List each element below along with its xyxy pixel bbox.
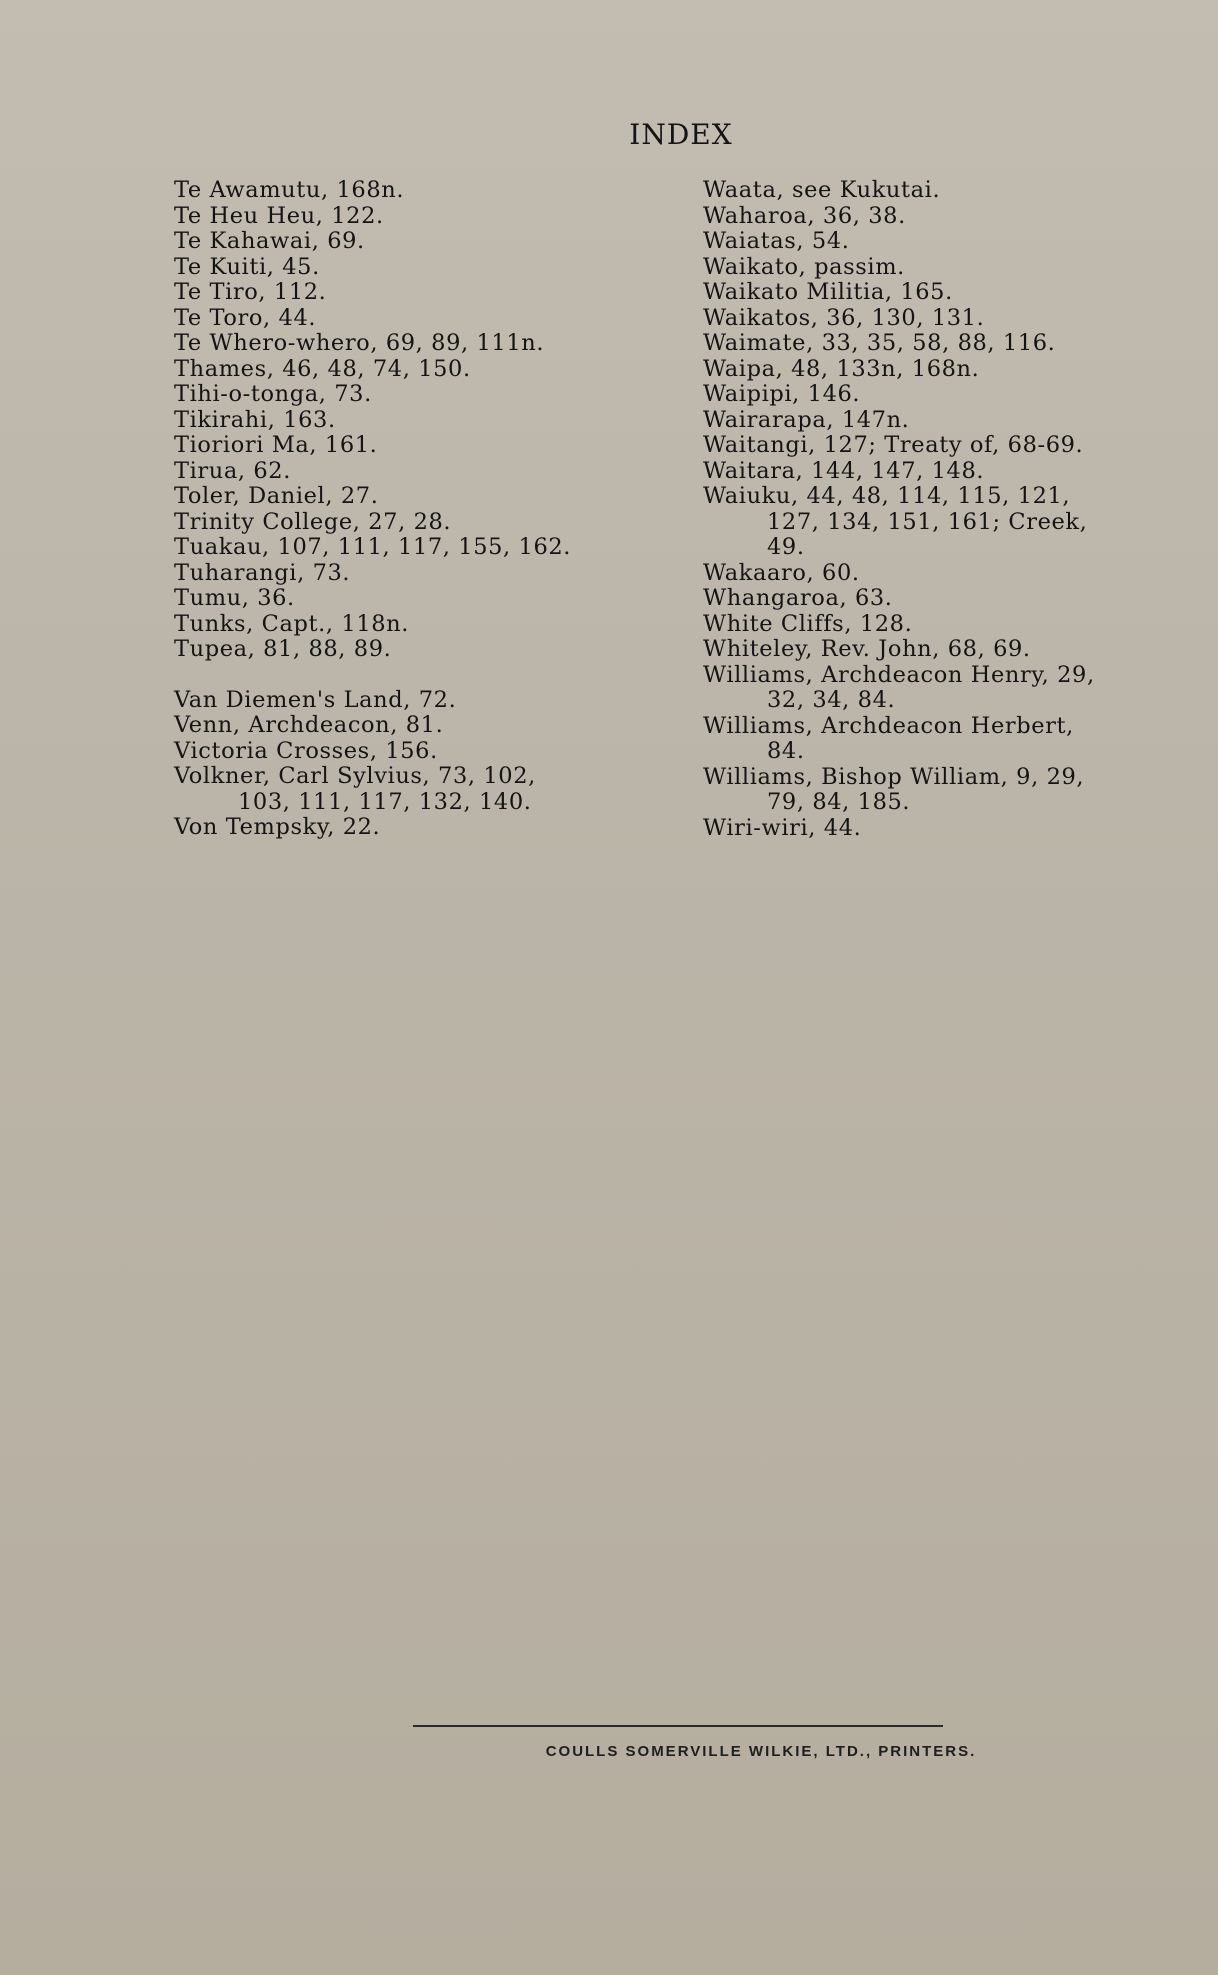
index-entry-line: Whiteley, Rev. John, 68, 69. <box>703 636 1031 662</box>
index-entry-line: Venn, Archdeacon, 81. <box>174 712 444 738</box>
index-entry-line: Wakaaro, 60. <box>703 559 860 586</box>
index-entry <box>703 714 1179 765</box>
index-entry <box>703 586 1179 612</box>
index-entry <box>703 663 1179 714</box>
index-entry <box>174 764 659 815</box>
index-entry-line: Te Toro, 44. <box>174 304 317 331</box>
index-entry <box>703 331 1179 357</box>
index-entry-line: Victoria Crosses, 156. <box>174 737 438 764</box>
index-entry-line: Tupea, 81, 88, 89. <box>174 636 392 662</box>
index-entry <box>174 612 659 638</box>
index-column-left <box>174 178 659 841</box>
index-entry-line: Tirua, 62. <box>174 457 291 484</box>
index-entry-line: Wiri-wiri, 44. <box>703 814 862 841</box>
index-entry <box>703 204 1179 230</box>
index-entry-line: Tikirahi, 163. <box>174 406 336 433</box>
index-entry-line: Te Whero-whero, 69, 89, 111n. <box>174 330 545 356</box>
index-entry <box>174 433 659 459</box>
index-entry-continuation: 32, 34, 84. <box>767 687 896 713</box>
index-entry <box>174 178 659 204</box>
index-entry <box>703 612 1179 638</box>
index-entry <box>174 535 659 561</box>
index-entry-line: Te Kuiti, 45. <box>174 253 320 280</box>
index-entry-line: Waiuku, 44, 48, 114, 115, 121, <box>703 483 1071 509</box>
index-entry-line: Waipipi, 146. <box>703 381 861 407</box>
index-entry-line: Te Awamutu, 168n. <box>174 177 405 203</box>
index-entry <box>174 204 659 230</box>
index-entry-continuation: 127, 134, 151, 161; Creek, <box>767 508 1088 535</box>
index-entry-line: Waata, see Kukutai. <box>703 177 941 203</box>
index-entry <box>703 433 1179 459</box>
index-entry <box>174 306 659 332</box>
index-entry <box>703 816 1179 842</box>
index-entry-line: Toler, Daniel, 27. <box>174 483 379 509</box>
index-entry-line: Van Diemen's Land, 72. <box>174 686 457 713</box>
index-entry-line: Williams, Archdeacon Herbert, <box>703 712 1074 739</box>
index-entry-line: Tuharangi, 73. <box>174 559 351 586</box>
index-entry-line: Te Heu Heu, 122. <box>174 202 384 229</box>
index-entry <box>703 765 1179 816</box>
index-entry <box>703 306 1179 332</box>
index-entry-line: Waiatas, 54. <box>703 228 850 254</box>
index-entry-continuation: 84. <box>767 738 805 764</box>
index-entry <box>703 484 1179 561</box>
index-entry <box>703 408 1179 434</box>
index-entry-line: Waharoa, 36, 38. <box>703 202 906 229</box>
index-entry-line: Te Kahawai, 69. <box>174 228 365 254</box>
page-title: INDEX <box>629 118 733 151</box>
index-entry-line: Trinity College, 27, 28. <box>174 508 452 535</box>
index-column-right <box>703 178 1179 841</box>
index-entry <box>174 510 659 536</box>
index-entry-line: Tumu, 36. <box>174 585 295 611</box>
index-entry-line: Tioriori Ma, 161. <box>174 432 378 458</box>
index-entry-line: Volkner, Carl Sylvius, 73, 102, <box>174 763 536 789</box>
index-entry-line: Tihi-o-tonga, 73. <box>174 381 372 407</box>
index-entry-line: White Cliffs, 128. <box>703 610 913 637</box>
index-entry-line: Williams, Archdeacon Henry, 29, <box>703 661 1095 688</box>
index-entry <box>174 484 659 510</box>
index-entry <box>703 229 1179 255</box>
index-entry-line: Waikato Militia, 165. <box>703 279 953 305</box>
index-entry <box>174 688 659 714</box>
index-entry-line: Waipa, 48, 133n, 168n. <box>703 355 980 382</box>
index-entry-line: Williams, Bishop William, 9, 29, <box>703 763 1085 790</box>
index-entry <box>174 255 659 281</box>
index-entry <box>174 357 659 383</box>
index-entry-line: Waitara, 144, 147, 148. <box>703 457 985 484</box>
index-entry <box>174 713 659 739</box>
index-entry <box>703 382 1179 408</box>
index-entry <box>703 459 1179 485</box>
index-entry <box>174 331 659 357</box>
footer-rule <box>413 1725 943 1727</box>
index-entry-line: Thames, 46, 48, 74, 150. <box>174 355 471 382</box>
index-entry <box>174 382 659 408</box>
index-entry <box>174 739 659 765</box>
index-entry-line: Von Tempsky, 22. <box>174 814 381 840</box>
index-entry-continuation: 79, 84, 185. <box>767 789 911 815</box>
index-entry <box>174 459 659 485</box>
index-entry <box>703 255 1179 281</box>
index-entry-line: Te Tiro, 112. <box>174 279 327 305</box>
index-entry-line: Wairarapa, 147n. <box>703 406 910 433</box>
index-entry-line: Waitangi, 127; Treaty of, 68-69. <box>703 432 1084 458</box>
index-entry <box>174 815 659 841</box>
index-entry <box>703 561 1179 587</box>
index-entry-continuation: 103, 111, 117, 132, 140. <box>238 788 532 815</box>
index-entry <box>703 178 1179 204</box>
index-entry <box>174 586 659 612</box>
index-entry-line: Waikatos, 36, 130, 131. <box>703 304 985 331</box>
index-entry <box>174 280 659 306</box>
index-entry-line: Tuakau, 107, 111, 117, 155, 162. <box>174 534 572 560</box>
index-entry <box>703 357 1179 383</box>
index-entry <box>703 280 1179 306</box>
index-entry <box>174 637 659 663</box>
index-entry-line: Tunks, Capt., 118n. <box>174 610 409 637</box>
index-entry <box>703 637 1179 663</box>
index-entry-line: Whangaroa, 63. <box>703 585 893 611</box>
index-entry <box>174 408 659 434</box>
printer-imprint: COULLS SOMERVILLE WILKIE, LTD., PRINTERS. <box>545 1743 977 1760</box>
index-entry <box>174 561 659 587</box>
index-entry-continuation: 49. <box>767 534 805 560</box>
index-entry-line: Waimate, 33, 35, 58, 88, 116. <box>703 330 1056 356</box>
index-entry <box>174 229 659 255</box>
index-entry-line: Waikato, passim. <box>703 253 905 280</box>
